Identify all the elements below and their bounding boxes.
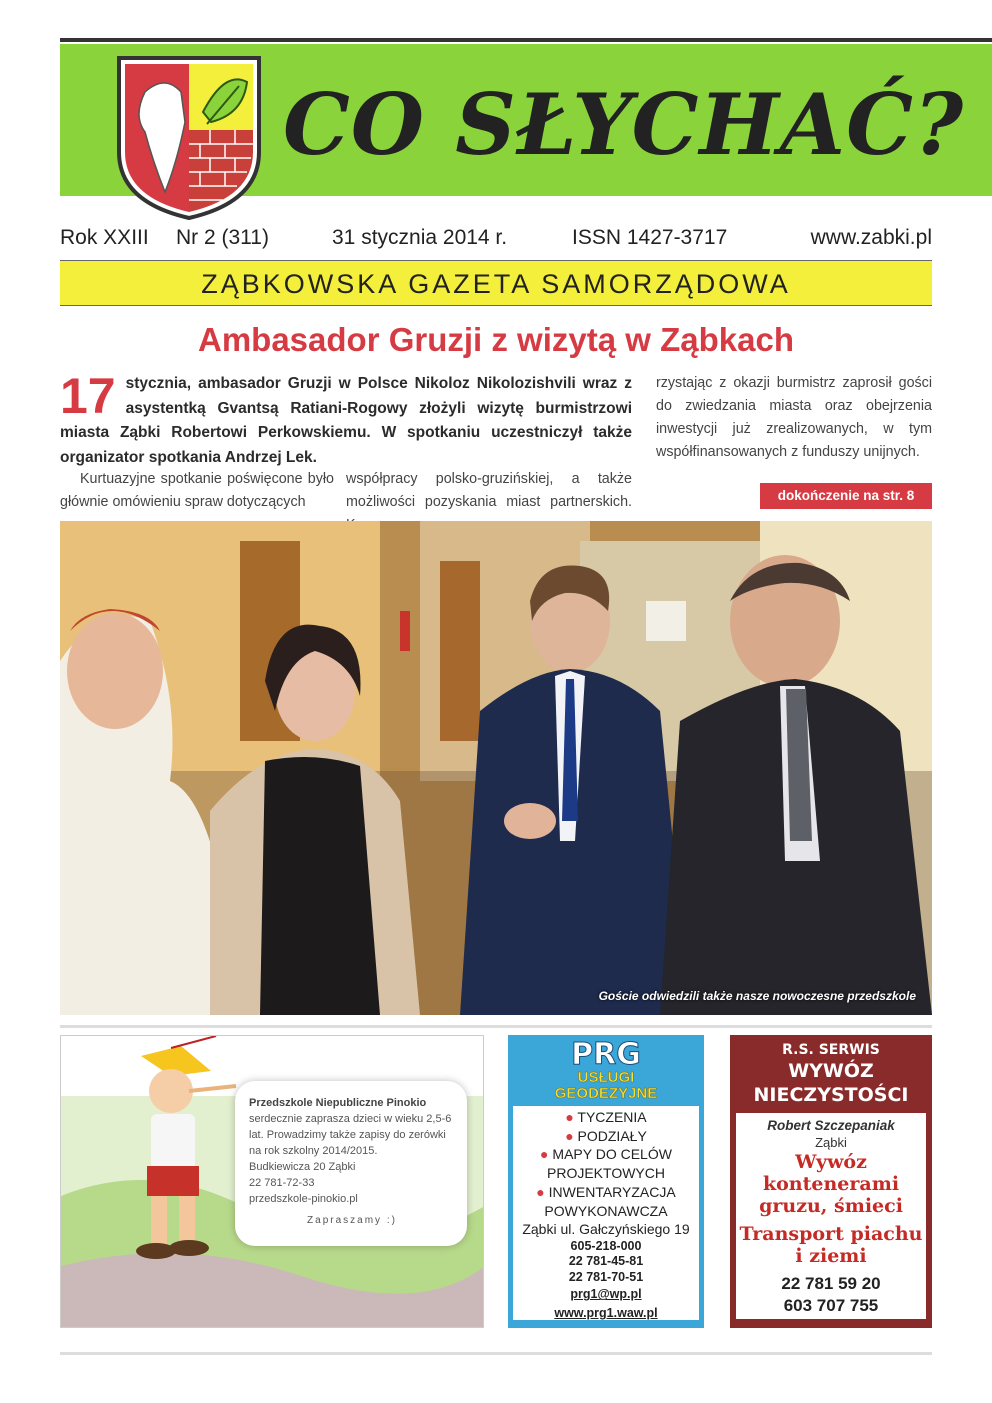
website-link[interactable]: www.zabki.pl <box>810 226 932 249</box>
article-headline: Ambasador Gruzji z wizytą w Ząbkach <box>198 321 794 358</box>
ad-rs-serwis[interactable] <box>730 1035 932 1328</box>
pinokio-info-card <box>235 1081 467 1246</box>
prg-phone: 22 781-45-81 <box>568 1254 644 1269</box>
prg-phone: 22 781-70-51 <box>568 1269 644 1284</box>
issue-number: Nr 2 (311) <box>176 226 269 249</box>
masthead-title: CO SŁYCHAĆ? <box>283 75 965 174</box>
top-rule <box>60 38 992 42</box>
rs-owner: Robert Szczepaniak <box>767 1118 895 1133</box>
rs-line1: R.S. SERWIS <box>782 1042 880 1058</box>
article-lead <box>60 368 632 470</box>
prg-website[interactable]: www.prg1.waw.pl <box>554 1306 658 1321</box>
issue-date: 31 stycznia 2014 r. <box>332 226 508 249</box>
pinokio-address: Budkiewicza 20 Ząbki <box>249 1161 356 1173</box>
rs-service: gruzu, śmieci <box>759 1195 903 1217</box>
article-column-3: rzystając z okazji burmistrz zaprosił gości do zwiedzania miasta oraz obejrzenia inwestycji już zrealizowanych, w tym współfinansowanych z funduszy unijnych. <box>656 375 932 460</box>
prg-item: POWYKONAWCZA <box>544 1202 668 1219</box>
prg-address: Ząbki ul. Gałczyńskiego 19 <box>522 1221 690 1238</box>
continued-on-page-tag[interactable]: dokończenie na str. 8 <box>760 483 932 509</box>
prg-item: ● TYCZENIA <box>565 1109 647 1125</box>
article-photo <box>60 521 932 1015</box>
prg-sub2: GEODEZYJNE <box>554 1085 658 1102</box>
pinokio-closing: Zapraszamy :) <box>307 1215 397 1226</box>
article-column-1: Kurtuazyjne spotkanie poświęcone było głównie omówieniu spraw dotyczących <box>60 471 334 510</box>
year-label: Rok XXIII <box>60 226 149 249</box>
rs-service: kontenerami <box>762 1173 900 1195</box>
issn-number: ISSN 1427-3717 <box>572 226 728 249</box>
rs-line3: NIECZYSTOŚCI <box>753 1084 909 1106</box>
newspaper-subtitle: ZĄBKOWSKA GAZETA SAMORZĄDOWA <box>60 260 932 306</box>
rs-phone: 603 707 755 <box>783 1296 879 1315</box>
prg-title: PRG <box>571 1037 641 1072</box>
bottom-divider <box>60 1352 932 1355</box>
article-column-2: współpracy polsko-gruzińskiej, a także możliwości pozyskania miast partnerskich. <box>346 471 632 510</box>
rs-line2: WYWÓZ <box>788 1060 874 1082</box>
drop-cap: 17 <box>60 368 116 424</box>
pinokio-phone: 22 781-72-33 <box>249 1177 315 1189</box>
pinokio-name: Przedszkole Niepubliczne Pinokio <box>249 1097 427 1109</box>
rs-service: i ziemi <box>795 1245 867 1267</box>
prg-item: PROJEKTOWYCH <box>547 1165 665 1182</box>
rs-service: Transport piachu <box>739 1223 923 1245</box>
prg-item: ● INWENTARYZACJA <box>536 1183 676 1200</box>
pinokio-text: serdecznie zaprasza dzieci w wieku 2,5-6 lat. Prowadzimy także zapisy do zerówki na rok szkolny 2014/2015. <box>249 1113 452 1157</box>
prg-phone: 605-218-000 <box>570 1238 642 1253</box>
lead-text: stycznia, ambasador Gruzji w Polsce Nikoloz Nikolozishvili wraz z asystentką Gvantsą Ratiani-Rogowy złożyli wizytę burmistrzowi miasta Ząbki Robertowi Perkowskiemu. W spotkaniu uczestniczył także organizator spotkania Andrzej Lek. <box>60 375 632 466</box>
prg-item: ● PODZIAŁY <box>565 1127 647 1144</box>
pinokio-web[interactable]: przedszkole-pinokio.pl <box>249 1193 358 1205</box>
prg-item: ● MAPY DO CELÓW <box>540 1146 672 1163</box>
ad-pinokio[interactable] <box>60 1035 484 1328</box>
prg-body <box>513 1106 699 1320</box>
ad-prg[interactable] <box>508 1035 704 1328</box>
rs-city: Ząbki <box>815 1135 847 1150</box>
rs-header <box>736 1041 926 1107</box>
bullet-icon: ● <box>565 1109 578 1125</box>
town-crest-icon <box>115 52 263 222</box>
prg-sub1: USŁUGI <box>577 1069 635 1086</box>
prg-email[interactable]: prg1@wp.pl <box>570 1287 642 1302</box>
rs-service: Wywóz <box>795 1151 867 1173</box>
photo-caption: Goście odwiedzili także nasze nowoczesne przedszkole <box>598 989 916 1003</box>
rs-body <box>736 1113 926 1319</box>
section-divider <box>60 1025 932 1028</box>
bullet-icon: ● <box>536 1183 549 1200</box>
issue-info-line <box>60 222 932 256</box>
rs-phone: 22 781 59 20 <box>781 1274 881 1293</box>
photo-illustration <box>60 521 932 1015</box>
bullet-icon: ● <box>565 1127 578 1144</box>
bullet-icon: ● <box>540 1146 553 1163</box>
